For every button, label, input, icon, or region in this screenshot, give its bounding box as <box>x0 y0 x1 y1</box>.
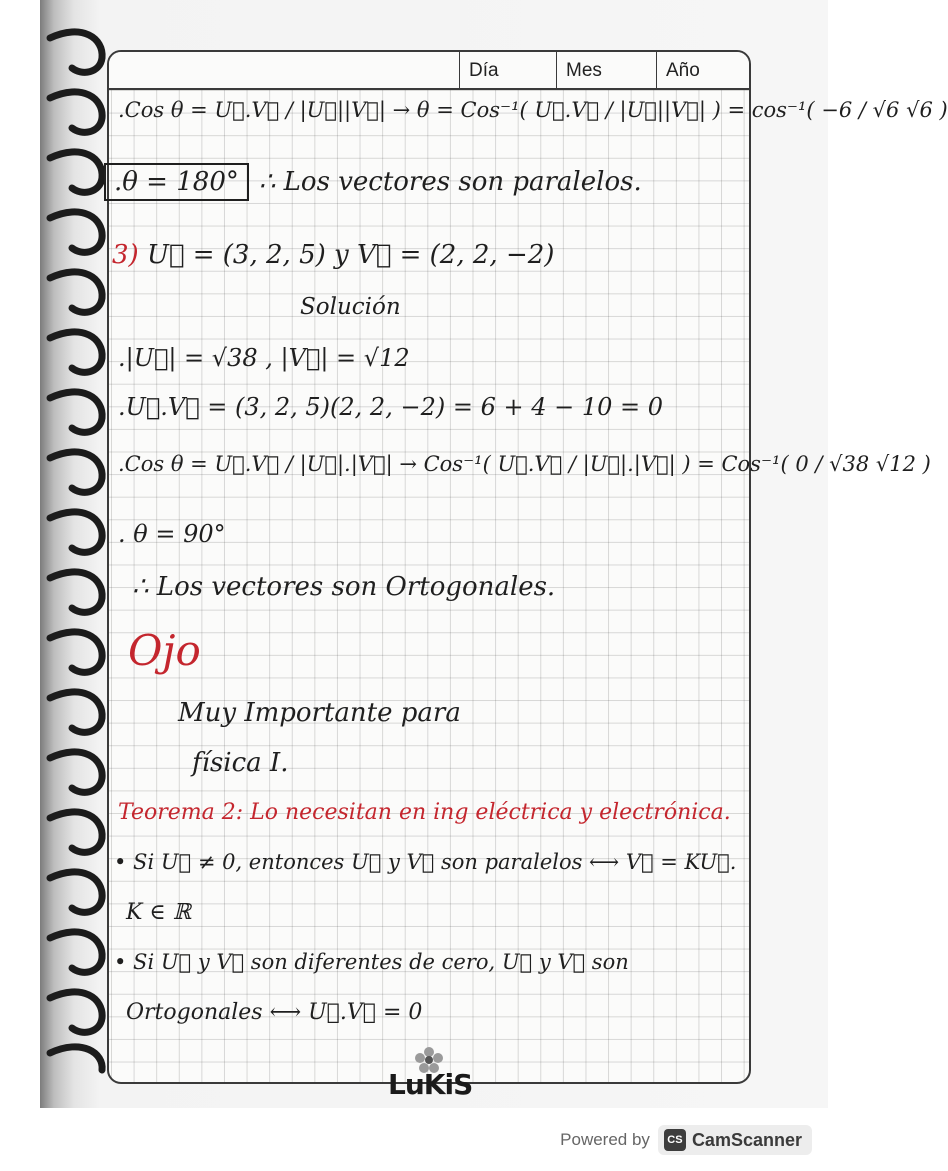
solution-heading: Solución <box>300 294 401 320</box>
note-line-6: .U⃗.V⃗ = (3, 2, 5)(2, 2, −2) = 6 + 4 − 10 = 0 <box>118 393 664 421</box>
exercise-number: 3) <box>112 240 139 270</box>
exercise-vectors: U⃗ = (3, 2, 5) y V⃗ = (2, 2, −2) <box>146 240 555 270</box>
year-label: Año <box>656 52 749 88</box>
camscanner-logo-icon: CS <box>664 1129 686 1151</box>
brand-logo: LuKiS <box>388 1068 473 1101</box>
ojo-heading: Ojo <box>128 626 201 675</box>
day-label: Día <box>459 52 556 88</box>
camscanner-name: CamScanner <box>691 1129 802 1150</box>
note-line-8: . θ = 90° <box>118 520 226 548</box>
notebook-page <box>107 50 751 1084</box>
powered-by-text: Powered by <box>560 1130 650 1149</box>
conclusion-text: ∴ Los vectores son paralelos. <box>258 167 642 197</box>
note-line-9: ∴ Los vectores son Ortogonales. <box>132 572 556 602</box>
note-line-5: .|U⃗| = √38 , |V⃗| = √12 <box>118 344 410 372</box>
note-line-7: .Cos θ = U⃗.V⃗ / |U⃗|.|V⃗| → Cos⁻¹( U⃗.V⃗ / |U⃗|.|V⃗| ) = Cos⁻¹( 0 / √38 √12 ) <box>118 452 931 476</box>
theorem-heading: Teorema 2: Lo necesitan en ing eléctrica y electrónica. <box>118 800 731 825</box>
result-box: .θ = 180° <box>104 163 249 201</box>
note-line-15: Ortogonales ⟷ U⃗.V⃗ = 0 <box>126 1000 423 1025</box>
note-line-13: K ∈ ℝ <box>126 900 191 925</box>
note-line-2 <box>104 167 642 197</box>
date-header <box>109 52 749 90</box>
note-line-1: .Cos θ = U⃗.V⃗ / |U⃗||V⃗| → θ = Cos⁻¹( U⃗.V⃗ / |U⃗||V⃗| ) = cos⁻¹( −6 / √6 √6 ) <box>118 98 948 122</box>
note-line-12: • Si U⃗ ≠ 0, entonces U⃗ y V⃗ son paralelos ⟷ V⃗ = KU⃗. <box>114 850 737 874</box>
camscanner-badge <box>658 1125 812 1155</box>
spiral-binding-icon <box>42 18 112 1088</box>
note-line-10: Muy Importante para <box>178 698 461 728</box>
note-line-11: física I. <box>192 748 289 778</box>
note-line-3 <box>112 240 554 270</box>
scanner-watermark <box>560 1122 812 1158</box>
note-line-14: • Si U⃗ y V⃗ son diferentes de cero, U⃗ y V⃗ son <box>114 950 629 974</box>
month-label: Mes <box>556 52 656 88</box>
